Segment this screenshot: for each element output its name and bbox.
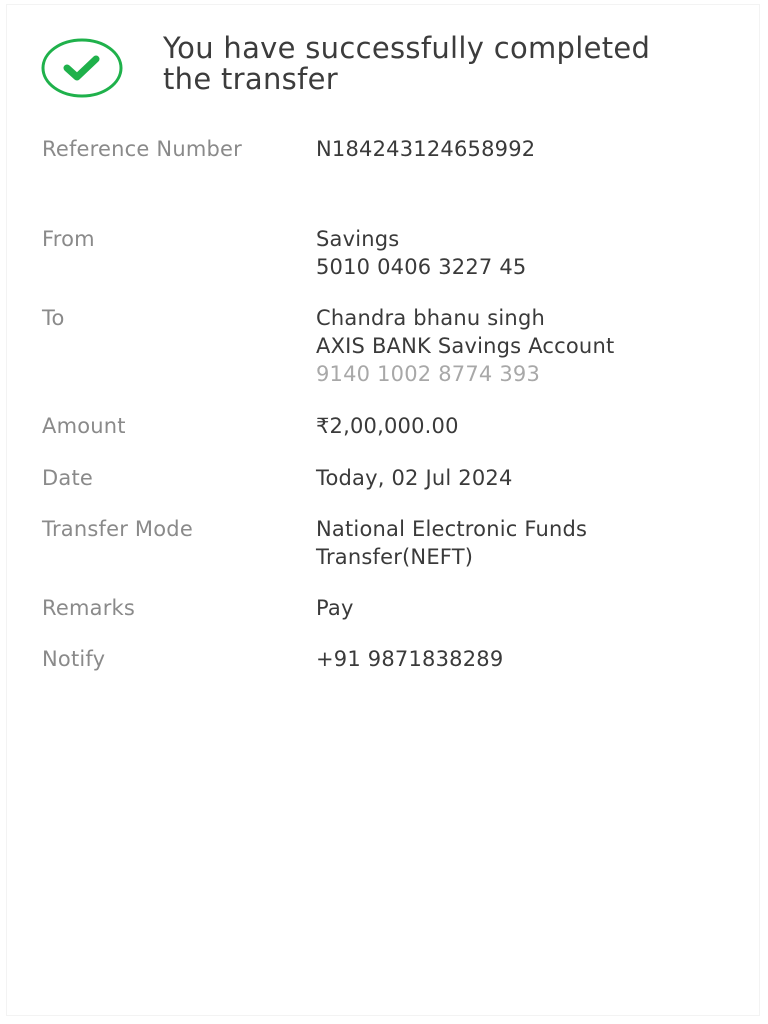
- notify-label: Notify: [42, 647, 106, 671]
- from-label: From: [42, 227, 95, 251]
- transfer-mode-line-2: Transfer(NEFT): [316, 545, 474, 569]
- payee-name: Chandra bhanu singh: [316, 306, 545, 330]
- from-account-number: 5010 0406 3227 45: [316, 255, 527, 279]
- date-label: Date: [42, 466, 93, 490]
- payee-account-number: 9140 1002 8774 393: [316, 362, 541, 386]
- title-line-1: You have successfully completed: [163, 31, 651, 65]
- reference-number-value: N184243124658992: [316, 137, 536, 161]
- date-value: Today, 02 Jul 2024: [316, 466, 513, 490]
- transfer-mode-line-1: National Electronic Funds: [316, 517, 588, 541]
- transfer-mode-label: Transfer Mode: [42, 517, 193, 541]
- remarks-label: Remarks: [42, 596, 136, 620]
- payee-bank: AXIS BANK Savings Account: [316, 334, 615, 358]
- page-title: [163, 33, 743, 95]
- reference-number-label: Reference Number: [42, 137, 242, 161]
- amount-value: ₹2,00,000.00: [316, 414, 459, 438]
- to-value: [316, 304, 614, 388]
- title-line-2: the transfer: [163, 62, 338, 96]
- check-circle-icon: [41, 38, 123, 98]
- amount-label: Amount: [42, 414, 126, 438]
- notify-value: +91 9871838289: [316, 647, 504, 671]
- from-value: [316, 225, 526, 281]
- from-account-type: Savings: [316, 227, 400, 251]
- to-label: To: [42, 306, 65, 330]
- transfer-mode-value: [316, 515, 587, 571]
- success-header: [0, 0, 768, 110]
- remarks-value: Pay: [316, 596, 354, 620]
